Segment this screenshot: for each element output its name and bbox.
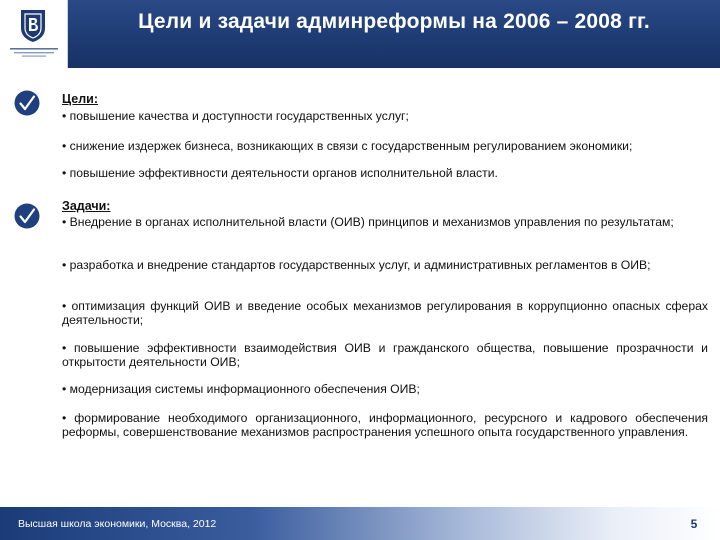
task-item-4: • повышение эффективности взаимодействия ОИВ и гражданского общества, повышение прозрачности и открытости деятельности ОИВ; <box>62 341 708 369</box>
goal-item-2: • снижение издержек бизнеса, возникающих в связи с государственным регулированием экономики; <box>62 139 633 153</box>
goal-item-1: • повышение качества и доступности государственных услуг; <box>62 109 409 123</box>
task-item-1: • Внедрение в органах исполнительной власти (ОИВ) принципов и механизмов управления по результатам; <box>62 215 674 229</box>
checkmark-icon <box>14 203 40 229</box>
tasks-heading: Задачи: <box>62 199 111 213</box>
goal-item-3: • повышение эффективности деятельности органов исполнительной власти. <box>62 166 498 180</box>
checkmark-icon <box>14 90 40 116</box>
task-item-6: • формирование необходимого организационного, информационного, ресурсного и кадрового обеспечения реформы, совершенствование механизмов распространения успешного опыта государственного управления. <box>62 411 708 439</box>
page-title: Цели и задачи админреформы на 2006 – 2008 гг. <box>138 10 650 33</box>
logo <box>0 0 68 68</box>
page-number: 5 <box>690 517 698 531</box>
logo-caption-graphic <box>8 46 60 58</box>
footer-org: Высшая школа экономики, Москва, 2012 <box>18 518 217 530</box>
task-item-5: • модернизация системы информационного обеспечения ОИВ; <box>62 382 420 396</box>
goals-heading: Цели: <box>62 92 99 106</box>
slide-footer <box>0 507 720 540</box>
task-item-2: • разработка и внедрение стандартов государственных услуг, и административных регламентов в ОИВ; <box>62 258 651 272</box>
logo-emblem-icon <box>18 8 48 44</box>
slide-header <box>0 0 720 68</box>
task-item-3: • оптимизация функций ОИВ и введение особых механизмов регулирования в коррупционно опасных сферах деятельности; <box>62 299 708 327</box>
